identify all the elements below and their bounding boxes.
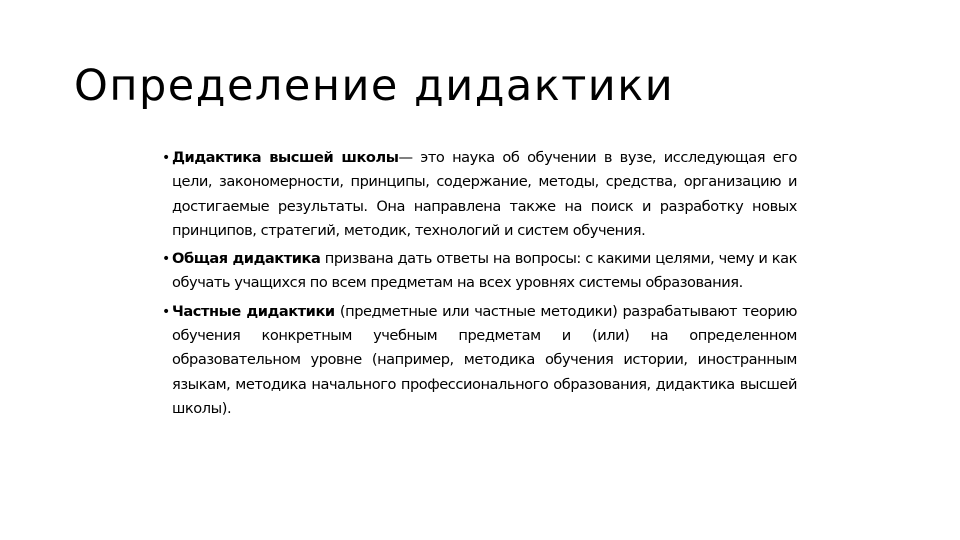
bullet-icon: • [162,150,170,166]
term-particular-didactics: Частные дидактики [172,302,335,320]
list-item-general-didactics [162,247,797,296]
term-higher-school-didactics: Дидактика высшей школы [172,149,399,166]
definition-particular-didactics: (предметные или частные методики) разрабатывают теорию обучения конкретным учебным предметам и (или) на определенном образовательном уровне (например, методика обучения истории, иностранным языкам, методика начального профессионального образования, дидактика высшей школы). [172,302,797,417]
bullet-list [162,146,797,425]
definition-general-didactics: призвана дать ответы на вопросы: с какими целями, чему и как обучать учащихся по всем предметам на всех уровнях системы образования. [172,250,797,292]
bullet-icon: • [162,251,170,268]
definition-higher-school-didactics: — это наука об обучении в вузе, исследующая его цели, закономерности, принципы, содержание, методы, средства, организацию и достигаемые результаты. Она направлена также на поиск и разработку новых принципов, стратегий, методик, технологий и систем обучения. [172,149,797,239]
list-item-higher-school-didactics [162,146,797,243]
term-general-didactics: Общая дидактика [172,250,321,268]
list-item-particular-didactics [162,300,797,421]
bullet-icon: • [162,303,170,320]
slide-title: Определение дидактики [74,61,675,111]
